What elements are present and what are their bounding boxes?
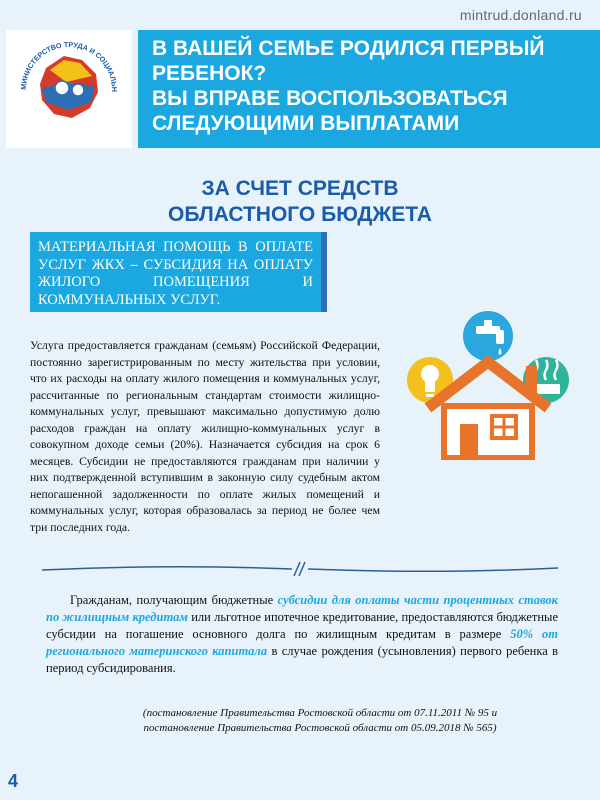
banner-line-2: РЕБЕНОК? <box>152 62 267 85</box>
utilities-illustration <box>400 310 575 460</box>
grant-text-2: или льготное ипотечное кредитование, предоставляются бюджетные субсидии на погашение основного долга по жилищным кредитам в размере <box>46 610 558 641</box>
banner-line-1: В ВАШЕЙ СЕМЬЕ РОДИЛСЯ ПЕРВЫЙ <box>152 37 545 60</box>
ministry-logo <box>6 30 132 148</box>
section-heading-line-2: ОБЛАСТНОГО БЮДЖЕТА <box>168 203 432 226</box>
material-help-title: МАТЕРИАЛЬНАЯ ПОМОЩЬ В ОПЛАТЕ УСЛУГ ЖКХ – СУБСИДИЯ НА ОПЛАТУ ЖИЛОГО ПОМЕЩЕНИЯ И КОММУНАЛЬНЫХ УСЛУГ. <box>30 232 327 312</box>
logo-caption: МИНИСТЕРСТВО ТРУДА И СОЦИАЛЬН <box>18 39 120 93</box>
mortgage-subsidy-paragraph <box>46 592 558 677</box>
grant-highlight-percent: 50% от регионального материнского капитала <box>46 627 558 658</box>
section-heading <box>0 176 600 228</box>
grant-text-3: в случае рождения (усыновления) первого ребенка в период субсидирования. <box>46 644 559 675</box>
site-url[interactable]: mintrud.donland.ru <box>459 7 582 23</box>
section-heading-line-1: ЗА СЧЕТ СРЕДСТВ <box>201 177 399 200</box>
grant-text-1: Гражданам, получающим бюджетные <box>70 593 278 607</box>
banner-line-3: ВЫ ВПРАВЕ ВОСПОЛЬЗОВАТЬСЯ <box>152 87 508 110</box>
water-tap-icon <box>463 311 513 361</box>
legal-reference-2: постановление Правительства Ростовской области от 05.09.2018 № 565) <box>143 722 497 734</box>
page-banner <box>138 30 600 148</box>
legal-references <box>0 706 600 736</box>
grant-highlight-subsidies: субсидии для оплаты части процентных ставок по жилищным кредитам <box>46 593 558 624</box>
service-description: Услуга предоставляется гражданам (семьям) Российской Федерации, постоянно зарегистрированным по месту жительства при условии, что их расходы на оплату жилого помещения и коммунальных услуг, рассчитанные по региональным стандартам стоимости жилищно-коммунальных услуг, превышают максимально допустимую долю расходов граждан на оплату жилищно-коммунальных услуг в совокупном доходе семьи (20%). Назначается субсидия на срок 6 месяцев. Субсидии не предоставляются гражданам при наличии у них подтвержденной вступившим в законную силу судебным актом непогашенной задолженности по оплате жилых помещений и коммунальных услуг, которая образовалась за период не более чем три последних года. <box>30 339 380 534</box>
page-number: 4 <box>8 771 19 791</box>
banner-line-4: СЛЕДУЮЩИМИ ВЫПЛАТАМИ <box>152 112 460 135</box>
legal-reference-1: (постановление Правительства Ростовской области от 07.11.2011 № 95 и <box>142 707 498 719</box>
section-divider <box>40 558 560 580</box>
